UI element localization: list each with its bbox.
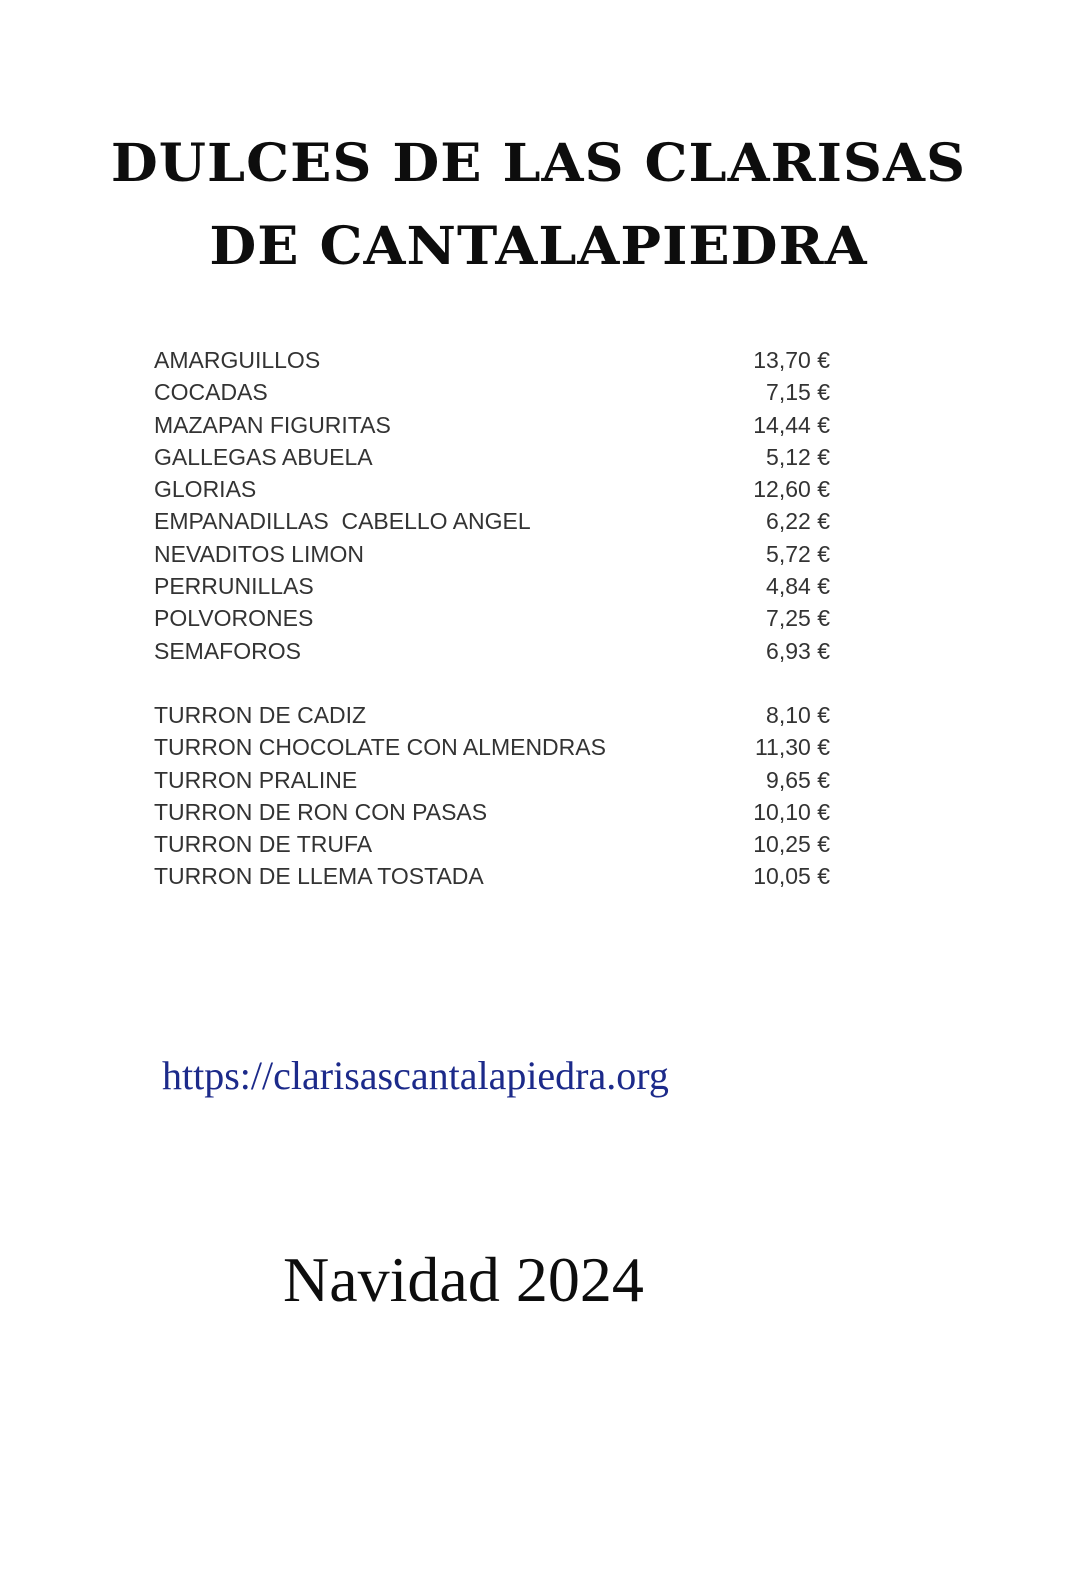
list-item — [154, 860, 830, 892]
item-name: SEMAFOROS — [154, 637, 301, 664]
list-item — [154, 570, 830, 602]
list-item — [154, 505, 830, 537]
item-name: GALLEGAS ABUELA — [154, 443, 373, 470]
list-item — [154, 344, 830, 376]
item-price: 10,05 € — [753, 863, 830, 890]
footer-caption: Navidad 2024 — [283, 1244, 644, 1315]
item-name: NEVADITOS LIMON — [154, 540, 365, 567]
list-item — [154, 538, 830, 570]
item-price: 11,30 € — [754, 734, 830, 761]
item-name: EMPANADILLAS CABELLO ANGEL — [154, 508, 531, 535]
item-name: TURRON DE TRUFA — [154, 831, 373, 858]
item-price: 7,25 € — [766, 605, 830, 632]
item-price: 7,15 € — [766, 379, 830, 406]
item-price: 8,10 € — [766, 702, 830, 728]
item-price: 10,10 € — [753, 798, 830, 825]
item-name: TURRON PRALINE — [154, 766, 358, 793]
item-price: 13,70 € — [753, 347, 830, 373]
list-item — [154, 796, 830, 828]
item-name: PERRUNILLAS — [154, 573, 314, 600]
item-price: 14,44 € — [753, 411, 830, 438]
item-price: 5,12 € — [766, 443, 830, 470]
list-item — [154, 764, 830, 796]
item-price: 6,93 € — [766, 637, 830, 664]
list-item — [154, 699, 830, 731]
item-name: GLORIAS — [154, 476, 257, 503]
item-price: 12,60 € — [753, 476, 830, 503]
list-item — [154, 409, 830, 441]
item-name: TURRON CHOCOLATE CON ALMENDRAS — [154, 734, 606, 761]
item-name: MAZAPAN FIGURITAS — [154, 411, 391, 438]
item-name: POLVORONES — [154, 605, 314, 632]
item-name: COCADAS — [154, 379, 268, 406]
item-name: AMARGUILLOS — [154, 347, 321, 373]
list-item — [154, 441, 830, 473]
turrones-list — [154, 699, 830, 893]
list-item — [154, 731, 830, 763]
website-link[interactable]: https://clarisascantalapiedra.org — [162, 1053, 669, 1098]
item-price: 6,22 € — [766, 508, 830, 535]
item-price: 5,72 € — [766, 540, 830, 567]
item-price: 10,25 € — [753, 831, 830, 858]
list-item — [154, 602, 830, 634]
list-item — [154, 376, 830, 408]
item-price: 4,84 € — [766, 573, 830, 600]
title-line-2: DE CANTALAPIEDRA — [209, 216, 868, 277]
item-price: 9,65 € — [766, 766, 830, 793]
list-item — [154, 473, 830, 505]
list-item — [154, 828, 830, 860]
item-name: TURRON DE LLEMA TOSTADA — [154, 863, 484, 890]
sweets-list — [154, 344, 830, 667]
page-title — [0, 122, 1077, 288]
item-name: TURRON DE RON CON PASAS — [154, 798, 488, 825]
item-name: TURRON DE CADIZ — [154, 702, 367, 728]
list-item — [154, 635, 830, 667]
title-line-1: DULCES DE LAS CLARISAS — [110, 133, 967, 194]
